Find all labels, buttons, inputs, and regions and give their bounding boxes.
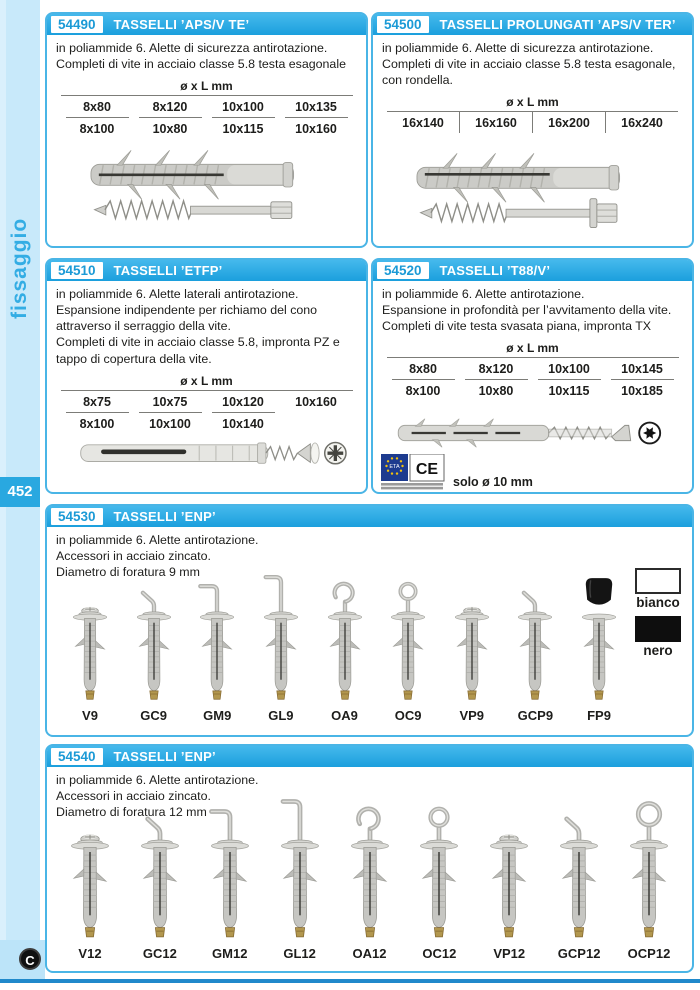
size-value: 10x115 [548,384,590,399]
product-item-GM9 [186,574,248,723]
section-title: TASSELLI ’ENP’ [113,509,216,524]
size-table-header: ø x L mm [387,341,679,358]
size-value: 10x115 [222,122,264,137]
size-value: 10x145 [611,358,674,380]
description-line: Completi di vite in acciaio classe 5.8 testa esagonale, [382,57,676,72]
size-value: 8x100 [405,384,441,399]
size-table-header: ø x L mm [61,79,353,96]
ce-note: solo ø 10 mm [453,475,533,489]
size-value: 8x100 [79,122,115,137]
product-code: 54520 [377,262,429,279]
publisher-logo-icon: C [19,948,41,970]
pz-recess-icon [325,443,346,464]
section-description [47,35,366,72]
size-table [387,341,679,401]
section-header [373,260,692,281]
section-54510 [45,258,368,494]
description-line: Accessori in acciaio zincato. [56,549,211,564]
product-label: GL12 [283,946,316,961]
section-54490 [45,12,368,248]
size-value: 10x100 [149,416,191,431]
product-row [59,790,680,961]
size-value: 10x100 [538,358,601,380]
section-54520 [371,258,694,494]
product-item-FP9 [568,574,630,723]
category-label: fissaggio [8,217,31,319]
anchor-figure [314,574,376,702]
section-title: TASSELLI ’T88/V’ [439,263,551,278]
size-table-row [387,112,678,133]
black-cap-figure [568,574,630,707]
nylon-plug [91,150,294,199]
anchor-figure [548,798,610,940]
washer [590,199,597,228]
size-table-row [387,380,679,401]
product-item-GL9 [250,574,312,723]
l-hook-figure [199,798,261,945]
size-value: 8x120 [139,96,202,118]
size-value: 8x100 [79,416,115,431]
product-label: VP12 [493,946,526,961]
frame-anchor-illustration [65,430,352,480]
product-row [59,562,630,723]
anchor-figure [199,798,261,940]
product-photo-hammer-anchor [387,413,680,453]
description-line: in poliammide 6. Alette antirotazione. [56,773,259,787]
size-value: 16x240 [621,116,663,131]
pan-head-screw-figure [59,798,121,945]
section-title: TASSELLI PROLUNGATI ’APS/V TER’ [439,17,676,32]
product-label: GC12 [142,946,177,961]
size-value: 16x140 [387,112,460,133]
description-line: in poliammide 6. Alette antirotazione. [382,287,585,301]
page-number: 452 [0,477,40,507]
product-photo-frame-anchor [65,430,352,480]
nylon-plug [417,153,620,202]
angled-hook-figure [548,798,610,945]
size-value: 10x80 [478,384,514,399]
product-label: GC9 [140,708,167,723]
section-header [47,746,692,767]
eta-ce-mark [381,454,447,491]
size-value: 16x200 [533,112,606,133]
product-label: OCP12 [627,946,671,961]
pan-head-screw-figure [478,798,540,945]
swatch-label: nero [643,643,673,658]
angled-hook-figure [123,574,185,707]
product-item-GC9 [123,574,185,723]
product-photo-anchor-hex-screw-washer [403,144,665,236]
swatch-white [635,568,681,594]
product-label: GCP9 [517,708,554,723]
description-line: Completi di vite in acciaio classe 5.8, impronta PZ e [56,335,340,350]
product-item-GL12 [269,798,331,961]
product-label: OC9 [394,708,422,723]
anchor-figure [129,798,191,940]
size-value: 10x185 [621,384,663,399]
description-line: in poliammide 6. Alette di sicurezza antirotazione. [382,41,654,55]
size-value: 8x80 [66,96,129,118]
certification-row [381,454,533,491]
description-line: in poliammide 6. Alette antirotazione. [56,533,259,547]
section-header [47,14,366,35]
size-value: 10x135 [285,96,348,118]
long-l-hook-figure [269,798,331,945]
anchor-figure [250,574,312,702]
anchor-figure [377,574,439,702]
product-label: GM9 [203,708,232,723]
product-code: 54490 [51,16,103,33]
description-line: Completi di vite in acciaio classe 5.8 testa esagonale [56,57,346,72]
anchor-figure [269,798,331,940]
section-description [47,281,366,367]
product-item-V9 [59,574,121,723]
size-value: 10x160 [295,122,337,137]
swatch-black [635,616,681,642]
product-label: VP9 [459,708,485,723]
product-label: GL9 [268,708,294,723]
size-value: 10x80 [152,122,188,137]
product-item-GCP9 [504,574,566,723]
description-line: attraverso il serraggio della vite. [56,319,231,334]
anchor-figure [408,798,470,940]
anchor-figure [441,574,503,702]
size-value: 10x75 [139,391,202,413]
size-table-header: ø x L mm [61,374,353,391]
tx-recess-icon [639,423,660,444]
section-title: TASSELLI ’ETFP’ [113,263,223,278]
product-item-GC12 [129,798,191,961]
size-value: 8x120 [465,358,528,380]
size-table [61,79,353,139]
product-item-OC12 [408,798,470,961]
anchor-figure [339,798,401,940]
section-title: TASSELLI ’APS/V TE’ [113,17,250,32]
long-l-hook-figure [250,574,312,707]
product-label: GCP12 [557,946,601,961]
eye-hook-figure [377,574,439,707]
product-item-GCP12 [548,798,610,961]
section-54540 [45,744,694,973]
size-value: 10x100 [212,96,275,118]
eye-hook-large-figure [618,798,680,945]
swatch-label: bianco [636,595,680,610]
product-code: 54530 [51,508,103,525]
anchor-figure [186,574,248,702]
size-table [387,95,678,133]
product-item-OCP12 [618,798,680,961]
eye-hook-figure [408,798,470,945]
anchor-hex-screw-illustration [77,138,339,236]
size-value: 8x80 [392,358,455,380]
anchor-figure [59,574,121,702]
hex-head-screw [94,201,291,218]
size-value: 10x140 [222,416,264,431]
product-label: OC12 [422,946,457,961]
description-line: Accessori in acciaio zincato. [56,789,211,804]
open-hook-figure [339,798,401,945]
anchor-figure [618,798,680,940]
product-code: 54510 [51,262,103,279]
product-item-VP12 [478,798,540,961]
size-value: 10x120 [212,391,275,413]
description-line: in poliammide 6. Alette laterali antirotazione. [56,287,299,301]
product-item-OA12 [339,798,401,961]
svg-text:ETA: ETA [389,464,400,470]
anchor-figure [478,798,540,940]
description-line: Diametro di foratura 12 mm [56,805,207,820]
product-item-OA9 [314,574,376,723]
section-description [373,35,692,88]
section-54530 [45,504,694,737]
anchor-figure [59,798,121,940]
size-value: 10x160 [295,394,337,409]
product-code: 54540 [51,748,103,765]
size-table-row [61,391,353,413]
section-description [373,281,692,334]
size-table-row [61,118,353,139]
anchor-figure [568,574,630,702]
section-header [373,14,692,35]
size-table-row [387,358,679,380]
hammer-anchor-illustration [387,413,680,453]
anchor-figure [504,574,566,702]
product-item-GM12 [199,798,261,961]
product-item-VP9 [441,574,503,723]
anchor-figure [123,574,185,702]
section-header [47,506,692,527]
hex-head-screw-with-washer [420,199,617,228]
cover-cap [311,443,319,463]
product-label: OA9 [331,708,358,723]
countersunk-tx-head [612,425,631,440]
description-line: Diametro di foratura 9 mm [56,565,200,580]
sidebar [0,0,40,979]
product-label: OA12 [352,946,387,961]
size-value: 16x160 [460,112,533,133]
angled-hook-figure [129,798,191,945]
size-table-header: ø x L mm [387,95,678,112]
color-swatches [632,568,684,664]
product-label: V9 [82,708,98,723]
description-line: Completi di vite testa svasata piana, impronta TX [382,319,652,334]
description-line: con rondella. [382,73,453,88]
pan-head-screw-figure [59,574,121,707]
size-table-row [61,96,353,118]
section-header [47,260,366,281]
description-line: Espansione indipendente per richiamo del cono [56,303,318,318]
bottom-rule [0,979,700,983]
l-hook-figure [186,574,248,707]
section-title: TASSELLI ’ENP’ [113,749,216,764]
anchor-hex-screw-washer-illustration [403,144,665,236]
description-line: in poliammide 6. Alette di sicurezza antirotazione. [56,41,328,55]
pan-head-screw-figure [441,574,503,707]
product-label: V12 [78,946,102,961]
product-code: 54500 [377,16,429,33]
size-table [61,374,353,434]
product-item-OC9 [377,574,439,723]
size-value: 8x75 [66,391,129,413]
section-54500 [371,12,694,248]
open-hook-figure [314,574,376,707]
countersunk-screw-head [297,444,310,463]
description-line: tappo di copertura della vite. [56,351,212,366]
product-item-V12 [59,798,121,961]
product-label: FP9 [587,708,611,723]
ce-mark-icon: CE [415,461,439,478]
description-line: Espansione in profondità per l’avvitamento della vite. [382,303,672,318]
product-label: GM12 [212,946,248,961]
product-photo-anchor-hex-screw [77,138,339,236]
angled-hook-figure [504,574,566,707]
